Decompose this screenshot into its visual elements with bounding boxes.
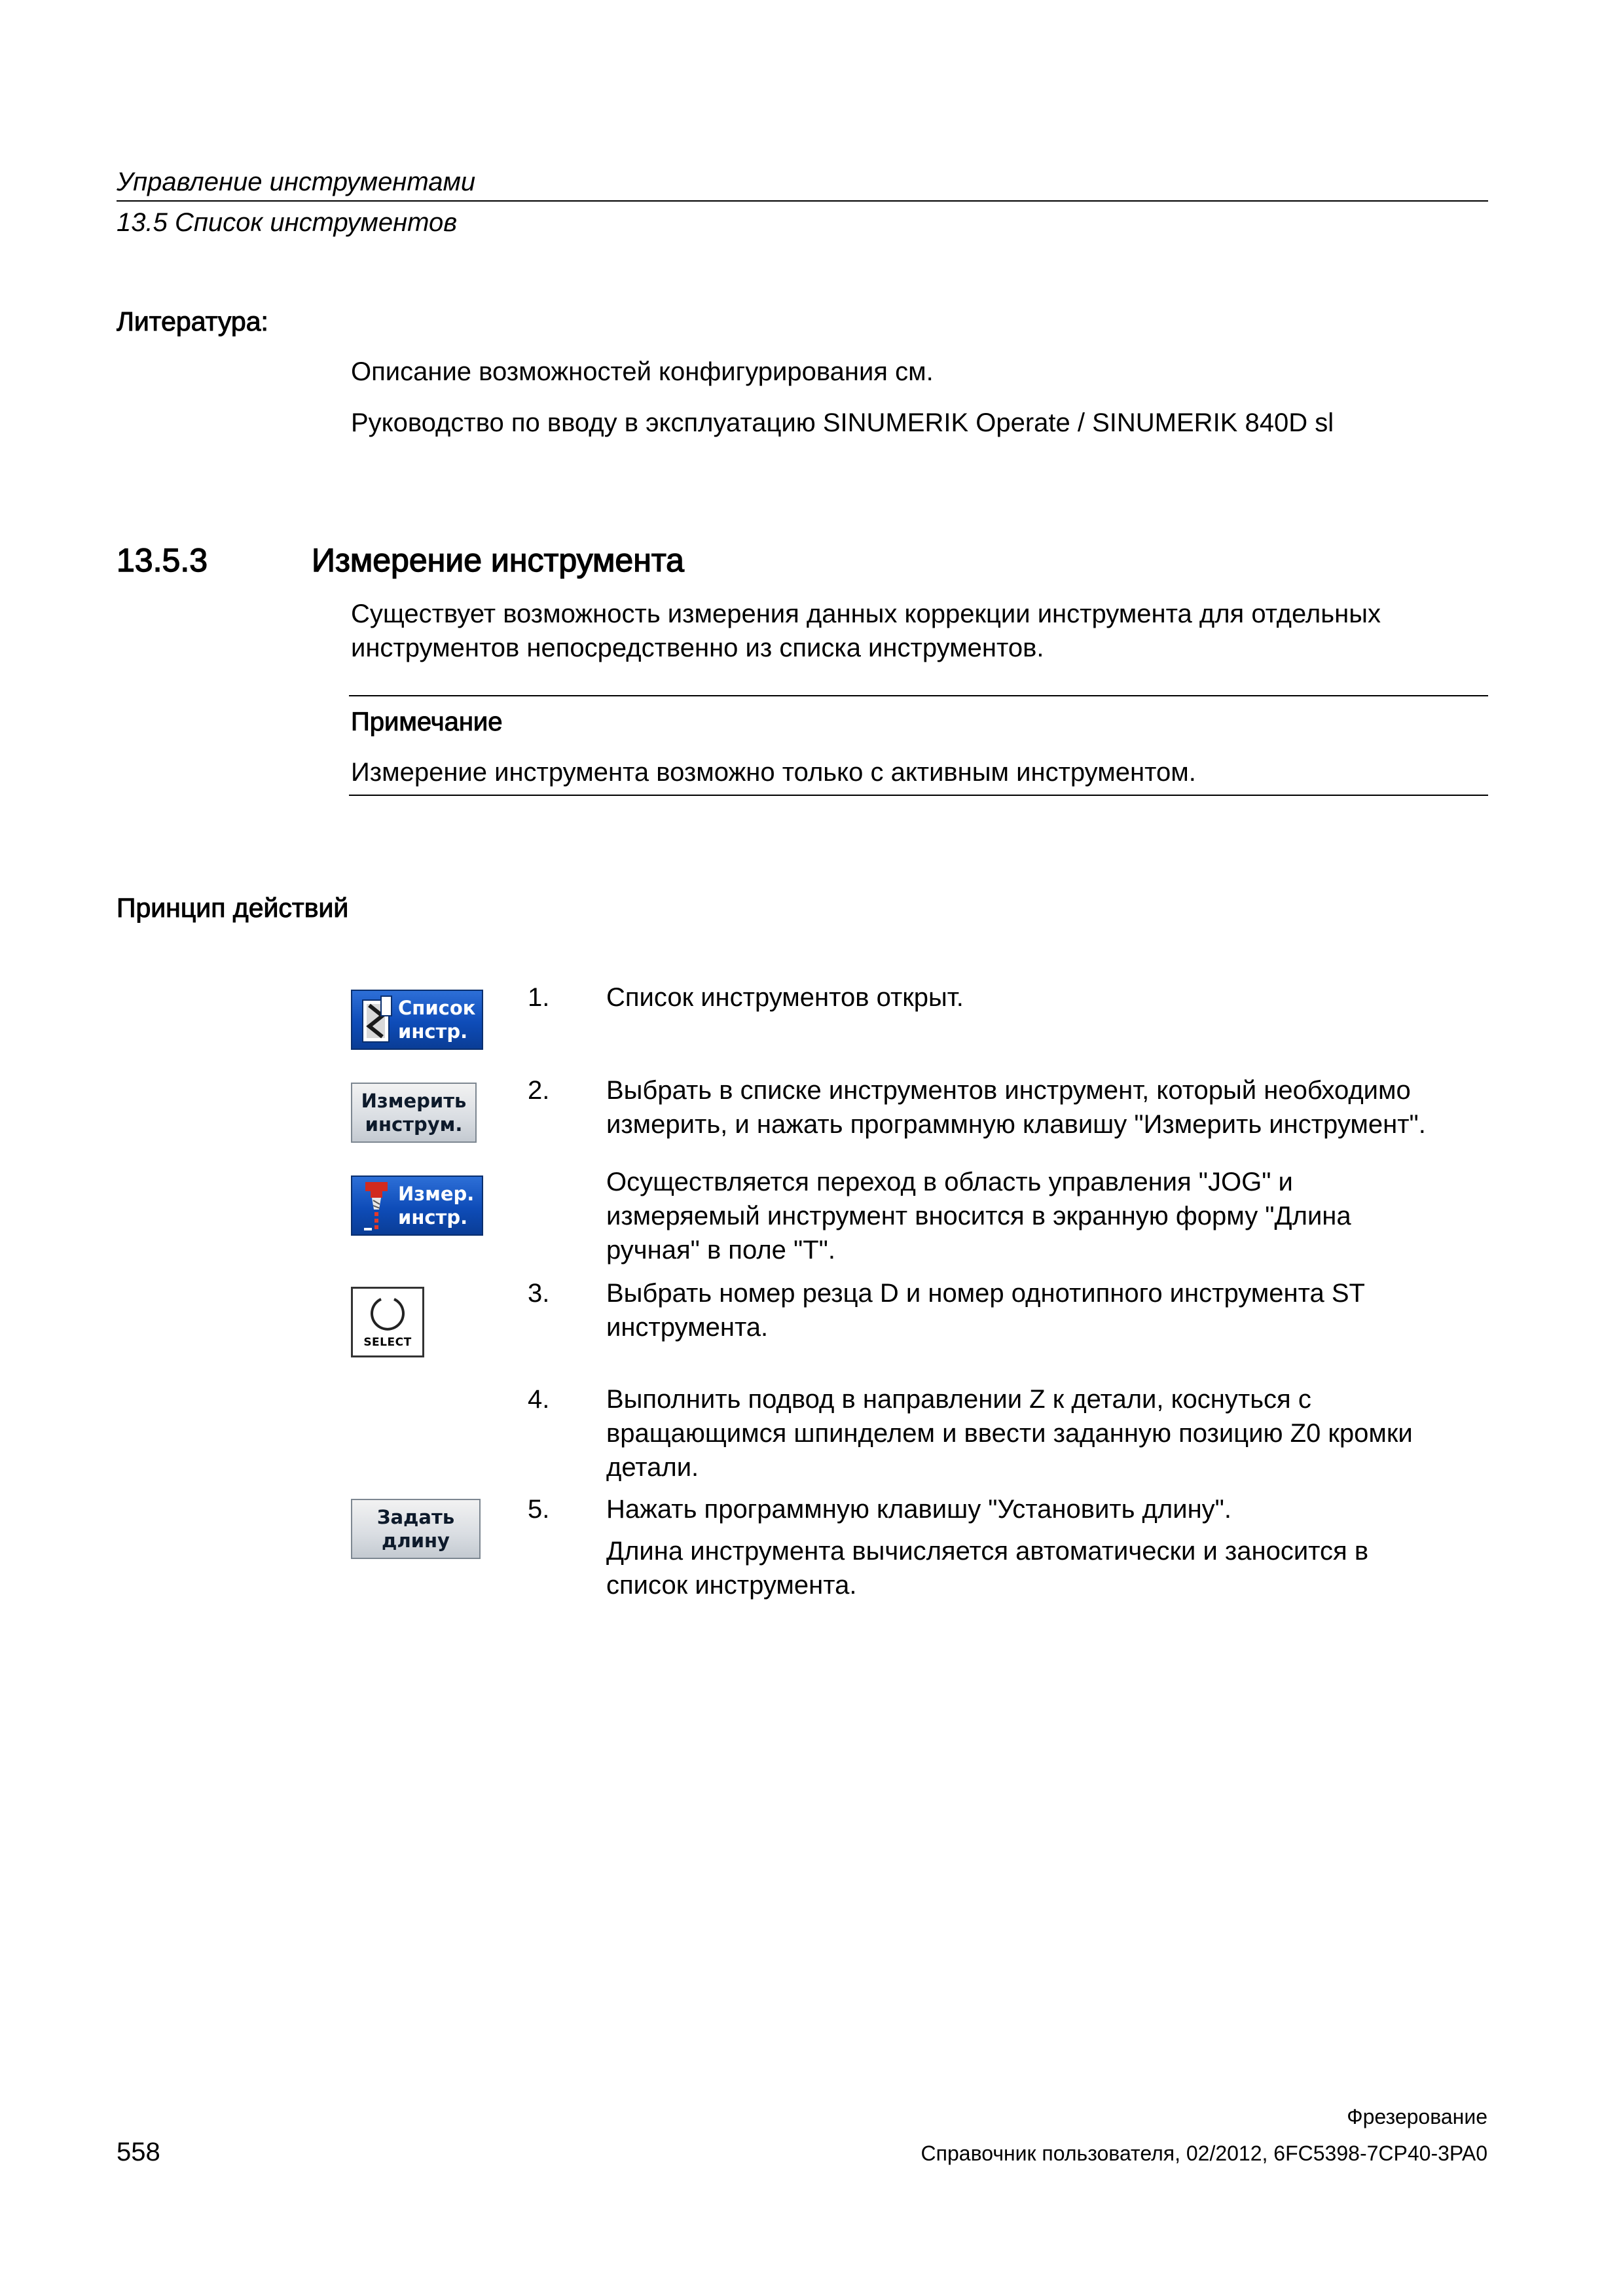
- softkey-tool-list[interactable]: [351, 990, 483, 1050]
- step-number: 4.: [528, 1385, 550, 1414]
- select-key-label: SELECT: [363, 1336, 412, 1349]
- section-number: 13.5.3: [117, 542, 208, 579]
- step-text-line: Список инструментов открыт.: [606, 983, 964, 1012]
- step-text-line: ручная" в поле "Т".: [606, 1236, 835, 1265]
- softkey-tool-list-line2: инстр.: [398, 1020, 468, 1043]
- step-text: [606, 1073, 1484, 1141]
- step-text-line: Длина инструмента вычисляется автоматически и заносится в: [606, 1537, 1369, 1566]
- principle-heading: Принцип действий: [117, 893, 349, 923]
- page-number: 558: [117, 2138, 160, 2166]
- step-text-line: Выполнить подвод в направлении Z к детали, коснуться с: [606, 1385, 1311, 1414]
- softkey-measure-jog[interactable]: [351, 1175, 483, 1236]
- literature-line-2: Руководство по вводу в эксплуатацию SINUMERIK Operate / SINUMERIK 840D sl: [351, 408, 1334, 437]
- step-text-line: инструмента.: [606, 1313, 769, 1342]
- softkey-measure-tool[interactable]: [351, 1083, 477, 1143]
- note-heading: Примечание: [351, 708, 503, 736]
- step-text: [606, 1382, 1484, 1484]
- spindle-measure-icon: [361, 1179, 394, 1232]
- step-text-line: Нажать программную клавишу "Установить длину".: [606, 1495, 1231, 1524]
- running-header-section: 13.5 Список инструментов: [117, 208, 458, 237]
- footer-title: Фрезерование: [1347, 2105, 1487, 2128]
- step-text-line: Выбрать в списке инструментов инструмент, который необходимо: [606, 1076, 1411, 1105]
- softkey-measure-jog-line1: Измер.: [398, 1183, 475, 1205]
- step-text: [606, 1276, 1484, 1344]
- note-top-rule: [349, 695, 1488, 696]
- step-number: 2.: [528, 1076, 550, 1105]
- softkey-measure-tool-line2: инструм.: [365, 1113, 463, 1136]
- select-key[interactable]: [351, 1287, 424, 1357]
- softkey-measure-tool-line1: Измерить: [361, 1090, 467, 1112]
- running-header-chapter: Управление инструментами: [117, 168, 476, 196]
- section-title: Измерение инструмента: [312, 542, 684, 579]
- header-rule: [117, 200, 1488, 202]
- step-text: [606, 980, 1484, 1014]
- note-bottom-rule: [349, 795, 1488, 796]
- step-text-line: Осуществляется переход в область управления "JOG" и: [606, 1168, 1293, 1196]
- step-text-line: Выбрать номер резца D и номер однотипного инструмента ST: [606, 1279, 1365, 1308]
- step-number: 1.: [528, 983, 550, 1012]
- literature-heading: Литература:: [117, 306, 268, 336]
- note-text: Измерение инструмента возможно только с активным инструментом.: [351, 758, 1196, 787]
- footer-document: Справочник пользователя, 02/2012, 6FC5398-7CP40-3PA0: [921, 2142, 1487, 2165]
- softkey-tool-list-line1: Список: [398, 997, 476, 1019]
- section-intro-line-2: инструментов непосредственно из списка инструментов.: [351, 634, 1044, 662]
- step-text-line: измерить, и нажать программную клавишу "Измерить инструмент".: [606, 1110, 1426, 1139]
- literature-line-1: Описание возможностей конфигурирования см.: [351, 357, 934, 386]
- step-text: [606, 1492, 1484, 1526]
- softkey-set-length-line2: длину: [382, 1530, 450, 1552]
- softkey-set-length-line1: Задать: [376, 1506, 455, 1528]
- select-circle-icon: [367, 1293, 409, 1335]
- step-number: 5.: [528, 1495, 550, 1524]
- softkey-set-length[interactable]: [351, 1499, 481, 1559]
- step-text-line: список инструмента.: [606, 1571, 857, 1600]
- step-result-text: [606, 1534, 1484, 1602]
- section-intro-line-1: Существует возможность измерения данных коррекции инструмента для отдельных: [351, 600, 1381, 628]
- step-text-line: измеряемый инструмент вносится в экранную форму "Длина: [606, 1202, 1351, 1230]
- step-text-line: детали.: [606, 1453, 699, 1482]
- tool-list-icon: [361, 994, 394, 1046]
- softkey-measure-jog-line2: инстр.: [398, 1206, 468, 1229]
- step-result-text: [606, 1165, 1484, 1267]
- step-number: 3.: [528, 1279, 550, 1308]
- step-text-line: вращающимся шпинделем и ввести заданную позицию Z0 кромки: [606, 1419, 1413, 1448]
